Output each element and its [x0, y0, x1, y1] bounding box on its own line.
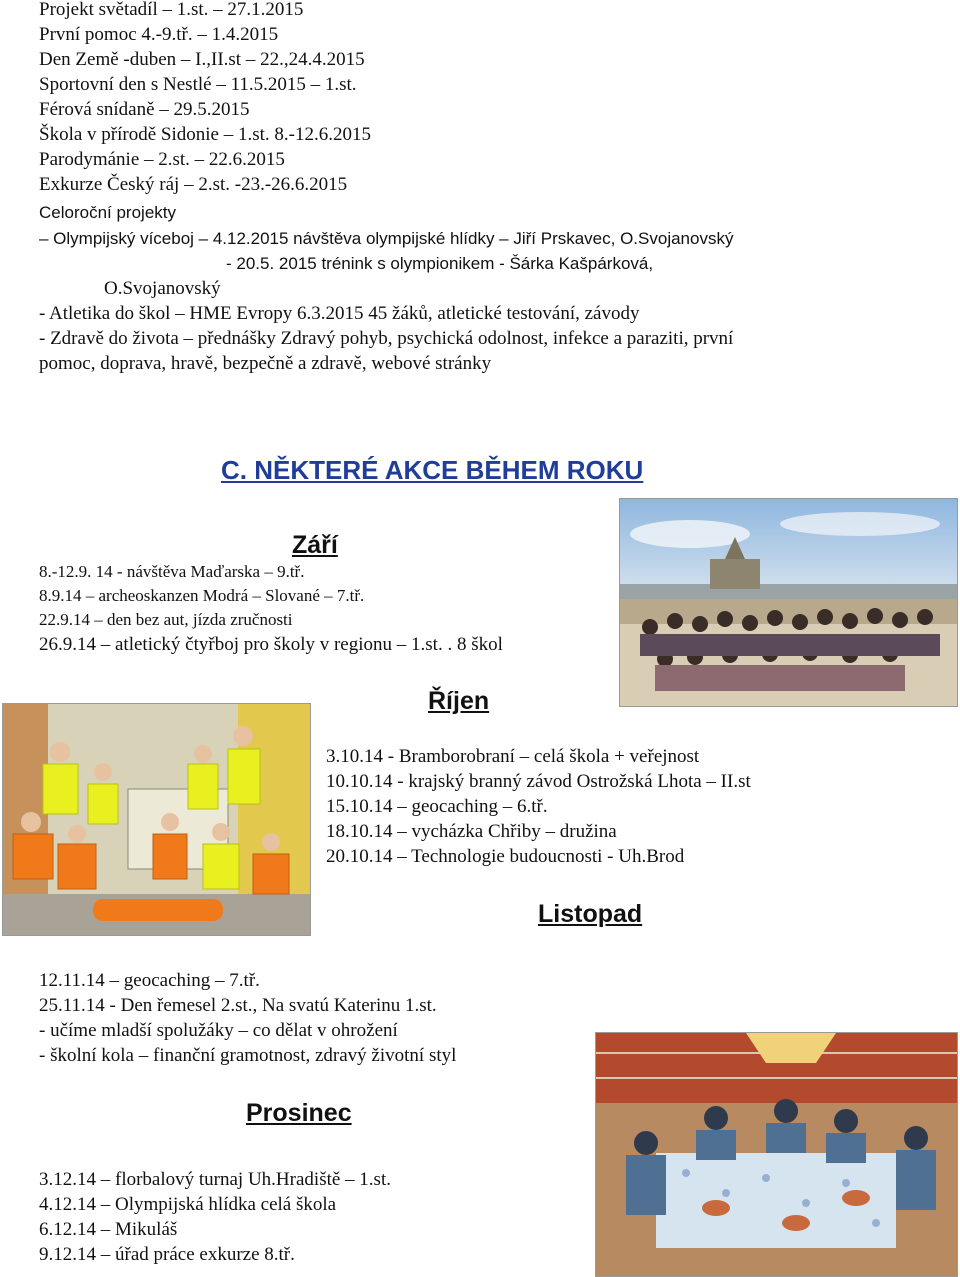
doc-line-9: Celoroční projekty — [39, 203, 177, 222]
doc-line-13: - Atletika do škol – HME Evropy 6.3.2015 45 žáků, atletické testování, závody — [39, 303, 640, 324]
zari-item-3: 22.9.14 – den bez aut, jízda zručnosti — [39, 610, 293, 629]
listopad-item-4: - školní kola – finanční gramotnost, zdravý životní styl — [39, 1045, 457, 1066]
doc-line-7: Parodymánie – 2.st. – 22.6.2015 — [39, 149, 285, 170]
prosinec-item-1: 3.12.14 – florbalový turnaj Uh.Hradiště – 1.st. — [39, 1169, 391, 1190]
rijen-item-2: 10.10.14 - krajský branný závod Ostrožská Lhota – II.st — [326, 771, 751, 792]
doc-line-11: - 20.5. 2015 trénink s olympionikem - Šárka Kašpárková, — [226, 254, 654, 273]
listopad-item-2: 25.11.14 - Den řemesel 2.st., Na svatú Katerinu 1.st. — [39, 995, 437, 1016]
doc-line-12: O.Svojanovský — [104, 278, 221, 299]
listopad-item-3: - učíme mladší spolužáky – co dělat v ohrožení — [39, 1020, 398, 1041]
doc-line-10: – Olympijský víceboj – 4.12.2015 návštěva olympijské hlídky – Jiří Prskavec, O.Svojanovský — [39, 229, 734, 248]
group-photo-hungary-image — [620, 499, 957, 706]
doc-line-5: Férová snídaně – 29.5.2015 — [39, 99, 250, 120]
rijen-item-4: 18.10.14 – vycházka Chřiby – družina — [326, 821, 617, 842]
doc-line-14: - Zdravě do života – přednášky Zdravý pohyb, psychická odolnost, infekce a paraziti, první — [39, 328, 734, 349]
doc-line-1: Projekt světadíl – 1.st. – 27.1.2015 — [39, 0, 304, 20]
doc-line-15: pomoc, doprava, hravě, bezpečně a zdravě, webové stránky — [39, 353, 492, 374]
section-title: C. NĚKTERÉ AKCE BĚHEM ROKU — [221, 455, 644, 485]
prosinec-item-2: 4.12.14 – Olympijská hlídka celá škola — [39, 1194, 337, 1215]
zari-item-2: 8.9.14 – archeoskanzen Modrá – Slované – 7.tř. — [39, 586, 365, 605]
kids-vests-photo — [2, 703, 311, 936]
kids-vests-photo-image — [3, 704, 310, 935]
doc-line-4: Sportovní den s Nestlé – 11.5.2015 – 1.st. — [39, 74, 357, 95]
doc-line-6: Škola v přírodě Sidonie – 1.st. 8.-12.6.2015 — [39, 124, 371, 145]
doc-line-3: Den Země -duben – I.,II.st – 22.,24.4.2015 — [39, 49, 365, 70]
heading-listopad: Listopad — [538, 900, 643, 928]
heading-rijen: Říjen — [428, 687, 490, 715]
doc-line-8: Exkurze Český ráj – 2.st. -23.-26.6.2015 — [39, 174, 348, 195]
heading-zari: Září — [292, 531, 338, 559]
zari-item-4: 26.9.14 – atletický čtyřboj pro školy v regionu – 1.st. . 8 škol — [39, 634, 503, 655]
prosinec-item-4: 9.12.14 – úřad práce exkurze 8.tř. — [39, 1244, 295, 1265]
group-photo-hungary — [619, 498, 958, 707]
listopad-item-1: 12.11.14 – geocaching – 7.tř. — [39, 970, 260, 991]
crafts-workshop-photo — [595, 1032, 958, 1277]
prosinec-item-3: 6.12.14 – Mikuláš — [39, 1219, 178, 1240]
rijen-item-3: 15.10.14 – geocaching – 6.tř. — [326, 796, 548, 817]
doc-line-2: První pomoc 4.-9.tř. – 1.4.2015 — [39, 24, 279, 45]
crafts-workshop-photo-image — [596, 1033, 957, 1276]
rijen-item-1: 3.10.14 - Bramborobraní – celá škola + veřejnost — [326, 746, 700, 767]
heading-prosinec: Prosinec — [246, 1099, 352, 1127]
rijen-item-5: 20.10.14 – Technologie budoucnosti - Uh.Brod — [326, 846, 685, 867]
zari-item-1: 8.-12.9. 14 - návštěva Maďarska – 9.tř. — [39, 562, 305, 581]
